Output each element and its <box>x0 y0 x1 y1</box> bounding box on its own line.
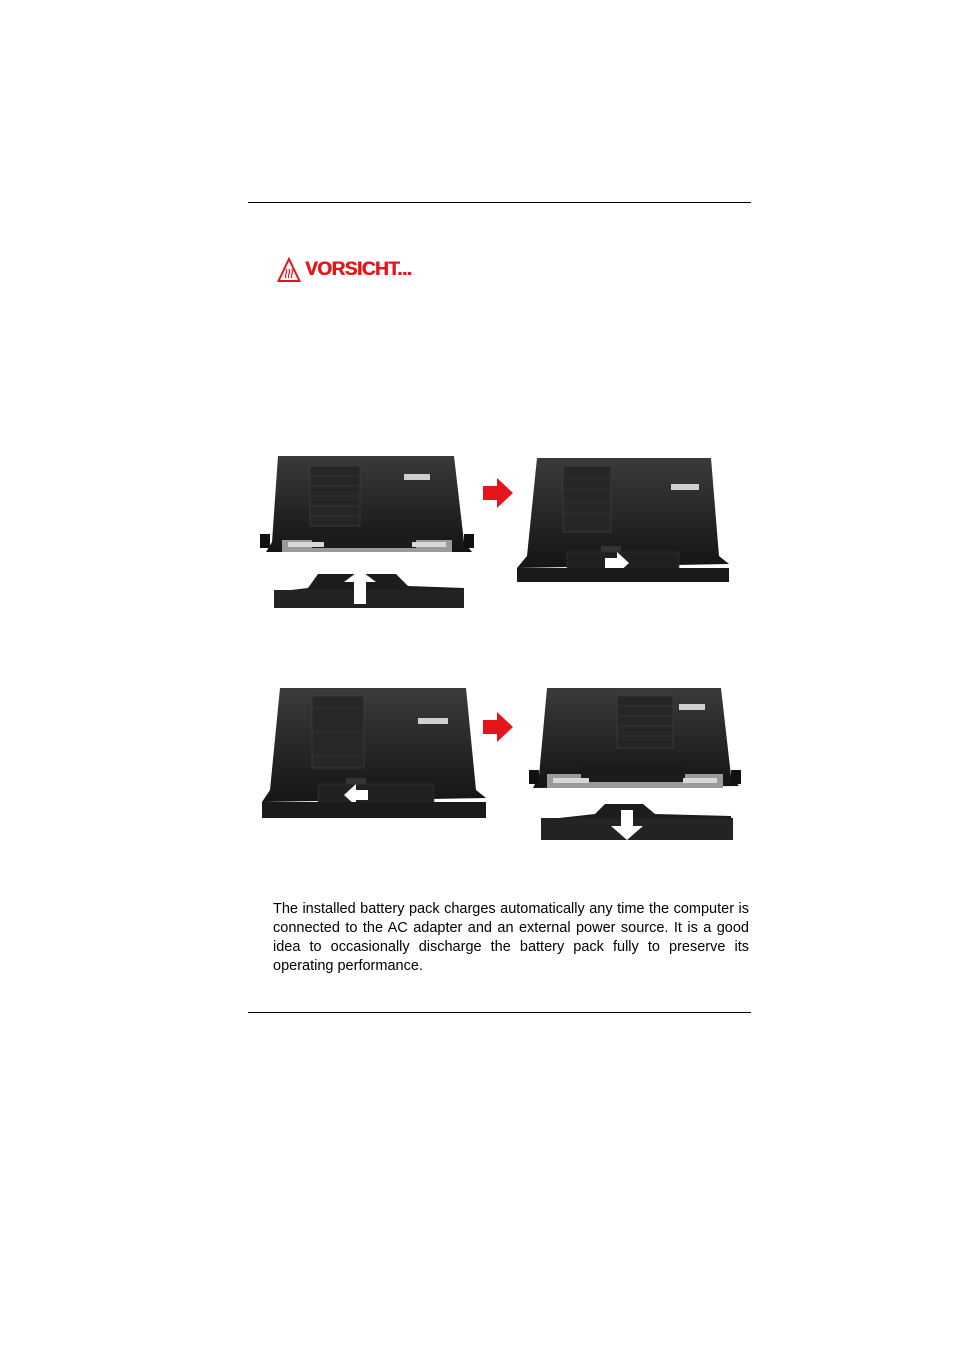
battery-remove-step-1-photo <box>258 686 490 822</box>
step-arrow-icon <box>481 710 515 744</box>
body-paragraph: The installed battery pack charges automatically any time the computer is connected to the AC adapter and an external power source. It is a good idea to occasionally discharge the battery pack fully to preserve its operating performance. <box>273 901 749 974</box>
caution-label: VORSICHT... <box>305 259 412 280</box>
battery-insert-step-1-photo <box>258 452 478 614</box>
battery-insert-step-2-photo <box>513 456 735 586</box>
footer-rule <box>248 1012 751 1013</box>
hot-surface-warning-icon <box>277 257 301 283</box>
header-rule <box>248 202 751 203</box>
battery-remove-step-2-photo <box>527 686 745 846</box>
caution-heading <box>277 256 411 284</box>
step-arrow-icon <box>481 476 515 510</box>
